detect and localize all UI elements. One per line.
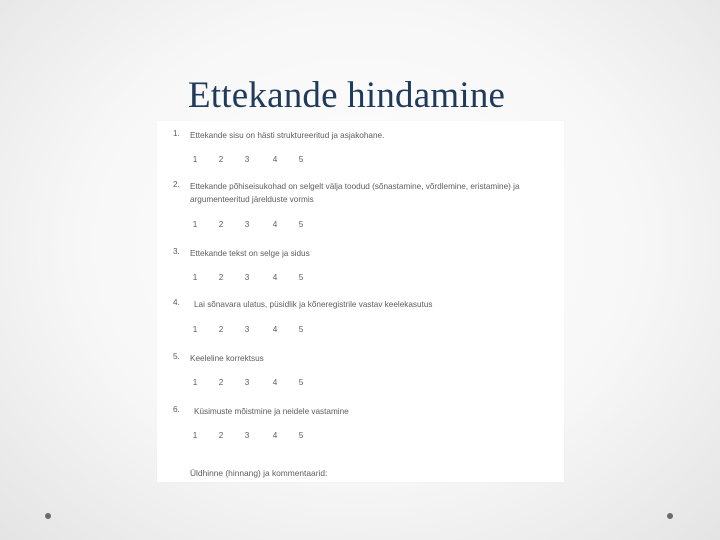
rating-1: 1 <box>192 220 198 229</box>
rating-3: 3 <box>244 220 250 229</box>
rating-1: 1 <box>192 273 198 282</box>
rating-3: 3 <box>244 325 250 334</box>
rating-3: 3 <box>244 273 250 282</box>
question-text: Keeleline korrektsus <box>190 354 264 363</box>
question-text: Ettekande sisu on hästi struktureeritud ja asjakohane. <box>190 131 385 140</box>
slide-title: Ettekande hindamine <box>188 75 506 116</box>
question-text: Küsimuste mõistmine ja neidele vastamine <box>194 407 349 416</box>
question-number: 4. <box>173 298 180 307</box>
question-number: 1. <box>173 129 180 138</box>
rating-5: 5 <box>298 273 304 282</box>
rating-4: 4 <box>272 378 278 387</box>
question-text: Ettekande põhiseisukohad on selgelt välja toodud (sõnastamine, võrdlemine, eristamine) ja argumenteeritud järelduste vormis <box>190 182 520 204</box>
slide-corner-dot <box>45 513 51 519</box>
rating-1: 1 <box>192 431 198 440</box>
rating-3: 3 <box>244 431 250 440</box>
rating-2: 2 <box>218 378 224 387</box>
rating-1: 1 <box>192 155 198 164</box>
question-text: Ettekande tekst on selge ja sidus <box>190 249 310 258</box>
question-number: 3. <box>173 247 180 256</box>
rating-1: 1 <box>192 378 198 387</box>
rating-4: 4 <box>272 431 278 440</box>
slide-corner-dot <box>667 513 673 519</box>
overall-grade-label: Üldhinne (hinnang) ja kommentaarid: <box>190 468 328 478</box>
rating-2: 2 <box>218 325 224 334</box>
rating-2: 2 <box>218 155 224 164</box>
rating-5: 5 <box>298 325 304 334</box>
question-number: 6. <box>173 405 180 414</box>
rating-4: 4 <box>272 220 278 229</box>
rating-3: 3 <box>244 155 250 164</box>
rating-4: 4 <box>272 155 278 164</box>
rating-5: 5 <box>298 220 304 229</box>
rating-5: 5 <box>298 378 304 387</box>
rating-2: 2 <box>218 220 224 229</box>
question-number: 2. <box>173 180 180 189</box>
rating-3: 3 <box>244 378 250 387</box>
evaluation-form <box>157 121 564 482</box>
rating-2: 2 <box>218 273 224 282</box>
rating-1: 1 <box>192 325 198 334</box>
question-text: Lai sõnavara ulatus, püsidlik ja kõneregistrile vastav keelekasutus <box>194 300 433 309</box>
rating-5: 5 <box>298 431 304 440</box>
rating-4: 4 <box>272 325 278 334</box>
rating-2: 2 <box>218 431 224 440</box>
question-number: 5. <box>173 352 180 361</box>
rating-5: 5 <box>298 155 304 164</box>
rating-4: 4 <box>272 273 278 282</box>
